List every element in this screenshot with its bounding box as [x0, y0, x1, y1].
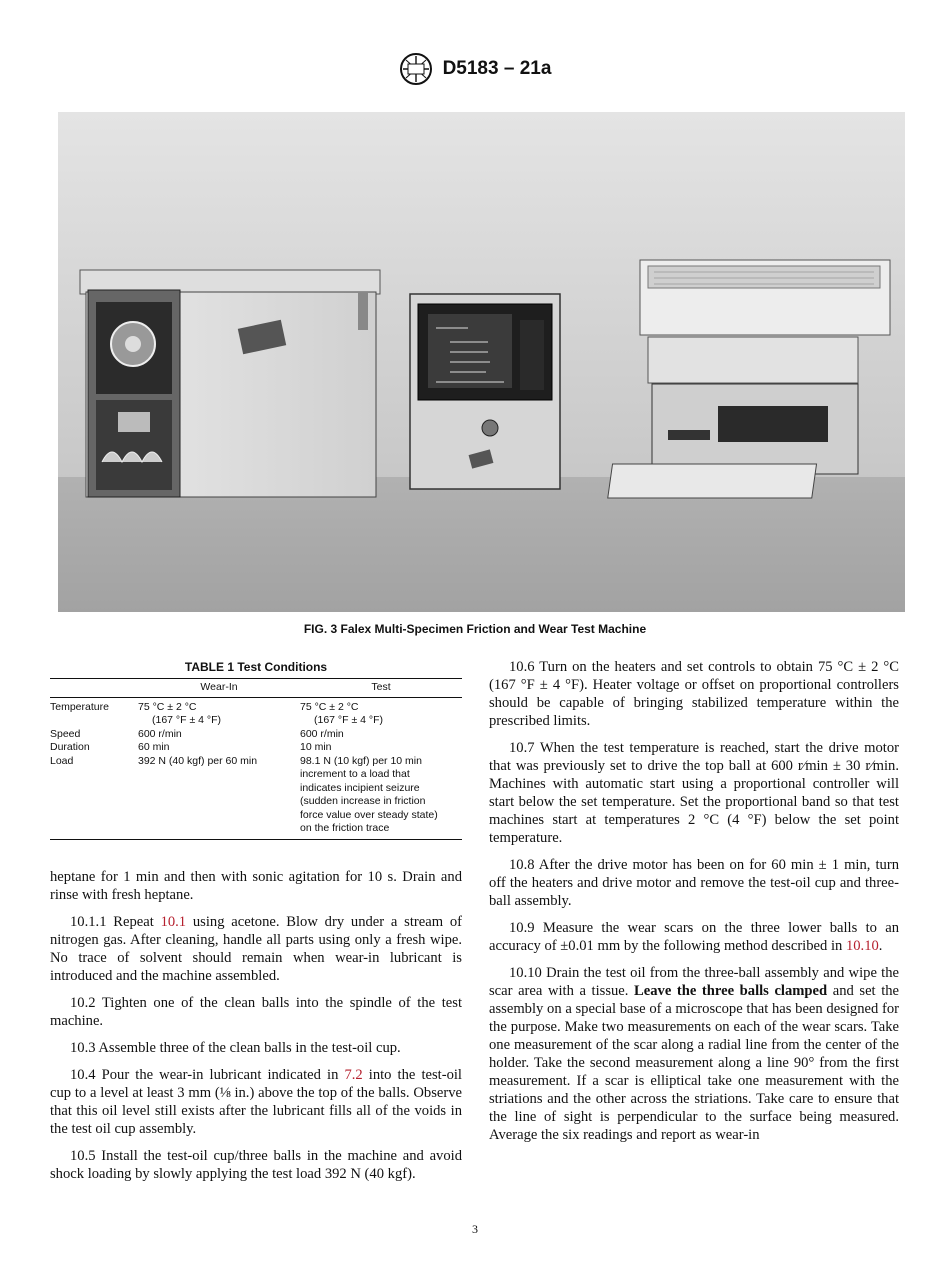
cell-line: on the friction trace	[300, 822, 390, 834]
test-cell: 10 min	[300, 741, 332, 753]
test-cell	[300, 755, 462, 840]
page-number: 3	[472, 1222, 478, 1236]
cell-line: increment to a load that	[300, 768, 410, 780]
text-span: 10.10 Drain the test oil from the three-ball assembly and wipe the scar area with a tissue.	[489, 965, 899, 999]
left-column-text	[50, 868, 462, 1192]
table-header-blank	[50, 679, 138, 698]
table-title: TABLE 1 Test Conditions	[184, 660, 328, 674]
text-span: 10.9 Measure the wear scars on the three lower balls to an accuracy of ±0.01 mm by the following method described in	[489, 920, 899, 954]
bold-instruction: Leave the three balls clamped	[634, 983, 828, 999]
section-link-7-2[interactable]: 7.2	[344, 1067, 363, 1083]
row-label: Load	[50, 755, 138, 840]
test-conditions-table	[50, 678, 462, 840]
cell-line: (sudden increase in friction	[300, 795, 426, 807]
cell-line: (167 °F ± 4 °F)	[314, 714, 384, 726]
paragraph-10-1-1	[50, 913, 462, 985]
row-label: Speed	[50, 727, 81, 740]
wear-in-cell: 60 min	[138, 741, 170, 753]
friction-test-machine	[80, 270, 380, 497]
paragraph-10-3: 10.3 Assemble three of the clean balls in the test-oil cup.	[70, 1040, 401, 1056]
text-span: 10.4 Pour the wear-in lubricant indicated in	[70, 1067, 345, 1083]
standard-designation: D5183 – 21a	[442, 58, 552, 79]
row-label: Duration	[50, 741, 90, 753]
text-span: using acetone. Blow dry under a stream of nitrogen gas. After cleaning, handle all parts using only a fresh wipe. No trace of solvent should remain when wear-in lubricant is introduced and the machine assembled.	[50, 914, 462, 984]
cell-line: force value over steady state)	[300, 808, 438, 821]
paragraph-10-9	[489, 919, 899, 955]
table-header-row	[50, 679, 462, 698]
page-header	[0, 52, 950, 86]
paragraph-10-2: 10.2 Tighten one of the clean balls into the spindle of the test machine.	[50, 995, 462, 1029]
paragraph-10-7: 10.7 When the test temperature is reached, start the drive motor that was previously set to drive the top ball at 600 r⁄min ± 30 r⁄min. Machines with automatic start using a proportional controller will start below the set temperature. Set the proportional band so that test machines start at temperatures 2 °C (4 °F) below the set point temperature.	[489, 740, 899, 846]
test-cell	[300, 697, 462, 728]
control-console	[410, 294, 560, 489]
section-link-10-1[interactable]: 10.1	[160, 914, 187, 930]
paragraph-10-10	[489, 964, 899, 1144]
text-span: 10.1.1 Repeat	[70, 914, 161, 930]
right-column-text	[489, 658, 899, 1153]
table-1	[50, 660, 462, 840]
paragraph-10-1-continued: heptane for 1 min and then with sonic agitation for 10 s. Drain and rinse with fresh heptane.	[50, 869, 462, 903]
wear-in-cell: 392 N (40 kgf) per 60 min	[138, 755, 300, 840]
paragraph-10-4	[50, 1066, 462, 1138]
wear-in-cell	[138, 697, 300, 728]
text-span: and set the assembly on a special base of a microscope that has been designed for the purpose. Make two measurements on each of the wear scars. Take one measurement of the scar along a radial line from the center of the holder. Take the second measurement along a line 90° from the first measurement. If a scar is elliptical take one measurement with the striations and the other across the striations. Take care to ensure that the line of sight is perpendicular to the surface being measured. Average the six readings and report as wear-in	[489, 983, 900, 1143]
cell-line: 75 °C ± 2 °C	[138, 700, 197, 713]
paragraph-10-8: 10.8 After the drive motor has been on for 60 min ± 1 min, turn off the heaters and drive motor and remove the test-oil cup and three-ball assembly.	[489, 857, 899, 909]
table-row	[50, 741, 462, 755]
row-label: Temperature	[50, 700, 109, 713]
cell-line: indicates incipient seizure	[300, 781, 420, 794]
figure-caption: FIG. 3 Falex Multi-Specimen Friction and Wear Test Machine	[303, 622, 647, 636]
table-row	[50, 755, 462, 840]
figure-3-photograph	[58, 112, 905, 612]
table-row	[50, 728, 462, 742]
wear-in-cell: 600 r/min	[138, 727, 182, 740]
section-link-10-10[interactable]: 10.10	[845, 938, 879, 954]
text-span: .	[878, 938, 883, 954]
cell-line: (167 °F ± 4 °F)	[152, 714, 222, 726]
table-header-test: Test	[300, 679, 462, 698]
test-cell: 600 r/min	[300, 727, 344, 740]
paragraph-10-5: 10.5 Install the test-oil cup/three balls in the machine and avoid shock loading by slowly applying the test load 392 N (40 kgf).	[50, 1148, 462, 1182]
text-span: into the test-oil cup to a level at least 3 mm (⅛ in.) above the top of the balls. Observe that this oil level still exists after the lubricant fills all of the voids in the test oil cup assembly.	[50, 1067, 462, 1137]
cell-line: 75 °C ± 2 °C	[300, 700, 359, 713]
table-header-wear-in: Wear-In	[138, 679, 300, 698]
cell-line: 98.1 N (10 kgf) per 10 min	[300, 754, 422, 767]
paragraph-10-6: 10.6 Turn on the heaters and set controls to obtain 75 °C ± 2 °C (167 °F ± 4 °F). Heater voltage or offset on proportional controllers should be capable of bringing stabilized temperature within the prescribed limits.	[489, 659, 899, 729]
astm-logo-icon	[399, 52, 433, 86]
table-row	[50, 697, 462, 728]
